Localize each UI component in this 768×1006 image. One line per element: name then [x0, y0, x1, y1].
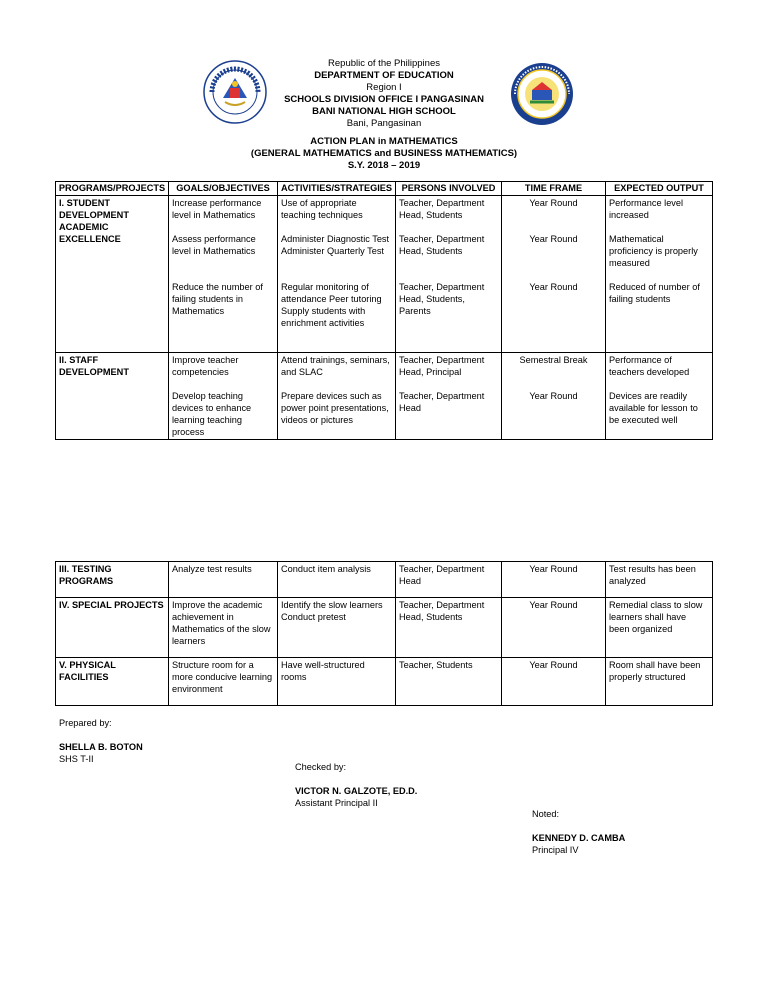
output-text: Performance of teachers developed: [609, 355, 690, 377]
activities-cell: Identify the slow learners Conduct pretest: [278, 598, 396, 658]
time-frame-cell: Year Round: [502, 598, 606, 658]
goals-cell: Improve the academic achievement in Mathematics of the slow learners: [169, 598, 278, 658]
plan-title: ACTION PLAN in MATHEMATICS: [310, 136, 458, 147]
goals-cell: Structure room for a more conducive learning environment: [169, 658, 278, 706]
time-frame-text: Year Round: [529, 282, 578, 292]
republic-line: Republic of the Philippines: [328, 58, 440, 69]
output-text: Devices are readily available for lesson to be executed well: [609, 391, 698, 425]
output-cell: [606, 353, 713, 440]
checked-label: Checked by:: [295, 762, 347, 772]
column-header: ACTIVITIES/STRATEGIES: [278, 182, 396, 196]
prepared-name: SHELLA B. BOTON: [59, 742, 143, 752]
output-cell: Remedial class to slow learners shall have been organized: [606, 598, 713, 658]
persons-text: Teacher, Department Head, Students: [399, 198, 485, 220]
goals-cell: [169, 353, 278, 440]
persons-text: Teacher, Department Head, Principal: [399, 355, 485, 377]
table-header-row: [56, 182, 713, 196]
prepared-by-block: [59, 717, 143, 765]
program-cell: III. TESTING PROGRAMS: [56, 562, 169, 598]
time-frame-cell: [502, 196, 606, 353]
column-header: EXPECTED OUTPUT: [606, 182, 713, 196]
noted-by-block: [532, 808, 625, 856]
activities-cell: Have well-structured rooms: [278, 658, 396, 706]
persons-cell: Teacher, Students: [396, 658, 502, 706]
table-row: [56, 196, 713, 353]
program-cell: IV. SPECIAL PROJECTS: [56, 598, 169, 658]
school-name-line: BANI NATIONAL HIGH SCHOOL: [312, 106, 456, 117]
goals-cell: [169, 196, 278, 353]
column-header: GOALS/OBJECTIVES: [169, 182, 278, 196]
time-frame-text: Year Round: [529, 234, 578, 244]
checked-name: VICTOR N. GALZOTE, ED.D.: [295, 786, 418, 796]
persons-cell: Teacher, Department Head: [396, 562, 502, 598]
column-header: PROGRAMS/PROJECTS: [56, 182, 169, 196]
activity-text: Prepare devices such as power point presentations, videos or pictures: [281, 391, 389, 425]
persons-cell: [396, 196, 502, 353]
goal-text: Reduce the number of failing students in Mathematics: [172, 282, 263, 316]
time-frame-cell: Year Round: [502, 562, 606, 598]
column-header: PERSONS INVOLVED: [396, 182, 502, 196]
persons-text: Teacher, Department Head: [399, 391, 485, 413]
noted-label: Noted:: [532, 809, 560, 819]
program-cell: V. PHYSICAL FACILITIES: [56, 658, 169, 706]
plan-subtitle: (GENERAL MATHEMATICS and BUSINESS MATHEMATICS): [250, 148, 518, 159]
goal-text: Improve teacher competencies: [172, 355, 239, 377]
time-frame-cell: Year Round: [502, 658, 606, 706]
goals-cell: Analyze test results: [169, 562, 278, 598]
output-cell: [606, 196, 713, 353]
activities-cell: Conduct item analysis: [278, 562, 396, 598]
prepared-title: SHS T-II: [59, 754, 94, 764]
program-cell: I. STUDENT DEVELOPMENT ACADEMIC EXCELLENCE: [56, 196, 169, 353]
goal-text: Develop teaching devices to enhance learning teaching process: [172, 391, 252, 437]
activities-cell: [278, 353, 396, 440]
output-cell: Test results has been analyzed: [606, 562, 713, 598]
time-frame-cell: [502, 353, 606, 440]
department-line: DEPARTMENT OF EDUCATION: [314, 70, 454, 81]
checked-by-block: [295, 761, 417, 809]
action-plan-table-part-2: [55, 561, 713, 706]
output-cell: Room shall have been properly structured: [606, 658, 713, 706]
table-row: [56, 598, 713, 658]
noted-name: KENNEDY D. CAMBA: [532, 833, 626, 843]
persons-cell: Teacher, Department Head, Students: [396, 598, 502, 658]
time-frame-text: Year Round: [529, 198, 578, 208]
school-address-line: Bani, Pangasinan: [346, 118, 422, 129]
activities-cell: [278, 196, 396, 353]
document-header: [0, 58, 768, 172]
persons-text: Teacher, Department Head, Students, Parents: [399, 282, 485, 316]
table-row: [56, 562, 713, 598]
school-year: S.Y. 2018 – 2019: [347, 160, 421, 171]
persons-cell: [396, 353, 502, 440]
action-plan-table-part-1: [55, 181, 713, 440]
goal-text: Increase performance level in Mathematics: [172, 198, 262, 220]
activity-text: Regular monitoring of attendance Peer tutoring Supply students with enrichment activities: [281, 282, 382, 328]
output-text: Performance level increased: [609, 198, 684, 220]
column-header: TIME FRAME: [502, 182, 606, 196]
noted-title: Principal IV: [532, 845, 579, 855]
activity-text: Use of appropriate teaching techniques: [281, 198, 363, 220]
checked-title: Assistant Principal II: [295, 798, 378, 808]
persons-text: Teacher, Department Head, Students: [399, 234, 485, 256]
activity-text: Attend trainings, seminars, and SLAC: [281, 355, 390, 377]
region-line: Region I: [366, 82, 402, 93]
activity-text: Administer Diagnostic Test Administer Quarterly Test: [281, 234, 390, 256]
prepared-label: Prepared by:: [59, 718, 112, 728]
output-text: Mathematical proficiency is properly measured: [609, 234, 698, 268]
division-office-line: SCHOOLS DIVISION OFFICE I PANGASINAN: [284, 94, 484, 105]
time-frame-text: Semestral Break: [519, 355, 588, 365]
table-row: [56, 658, 713, 706]
output-text: Reduced of number of failing students: [609, 282, 700, 304]
time-frame-text: Year Round: [529, 391, 578, 401]
goal-text: Assess performance level in Mathematics: [172, 234, 256, 256]
table-row: [56, 353, 713, 440]
program-cell: II. STAFF DEVELOPMENT: [56, 353, 169, 440]
